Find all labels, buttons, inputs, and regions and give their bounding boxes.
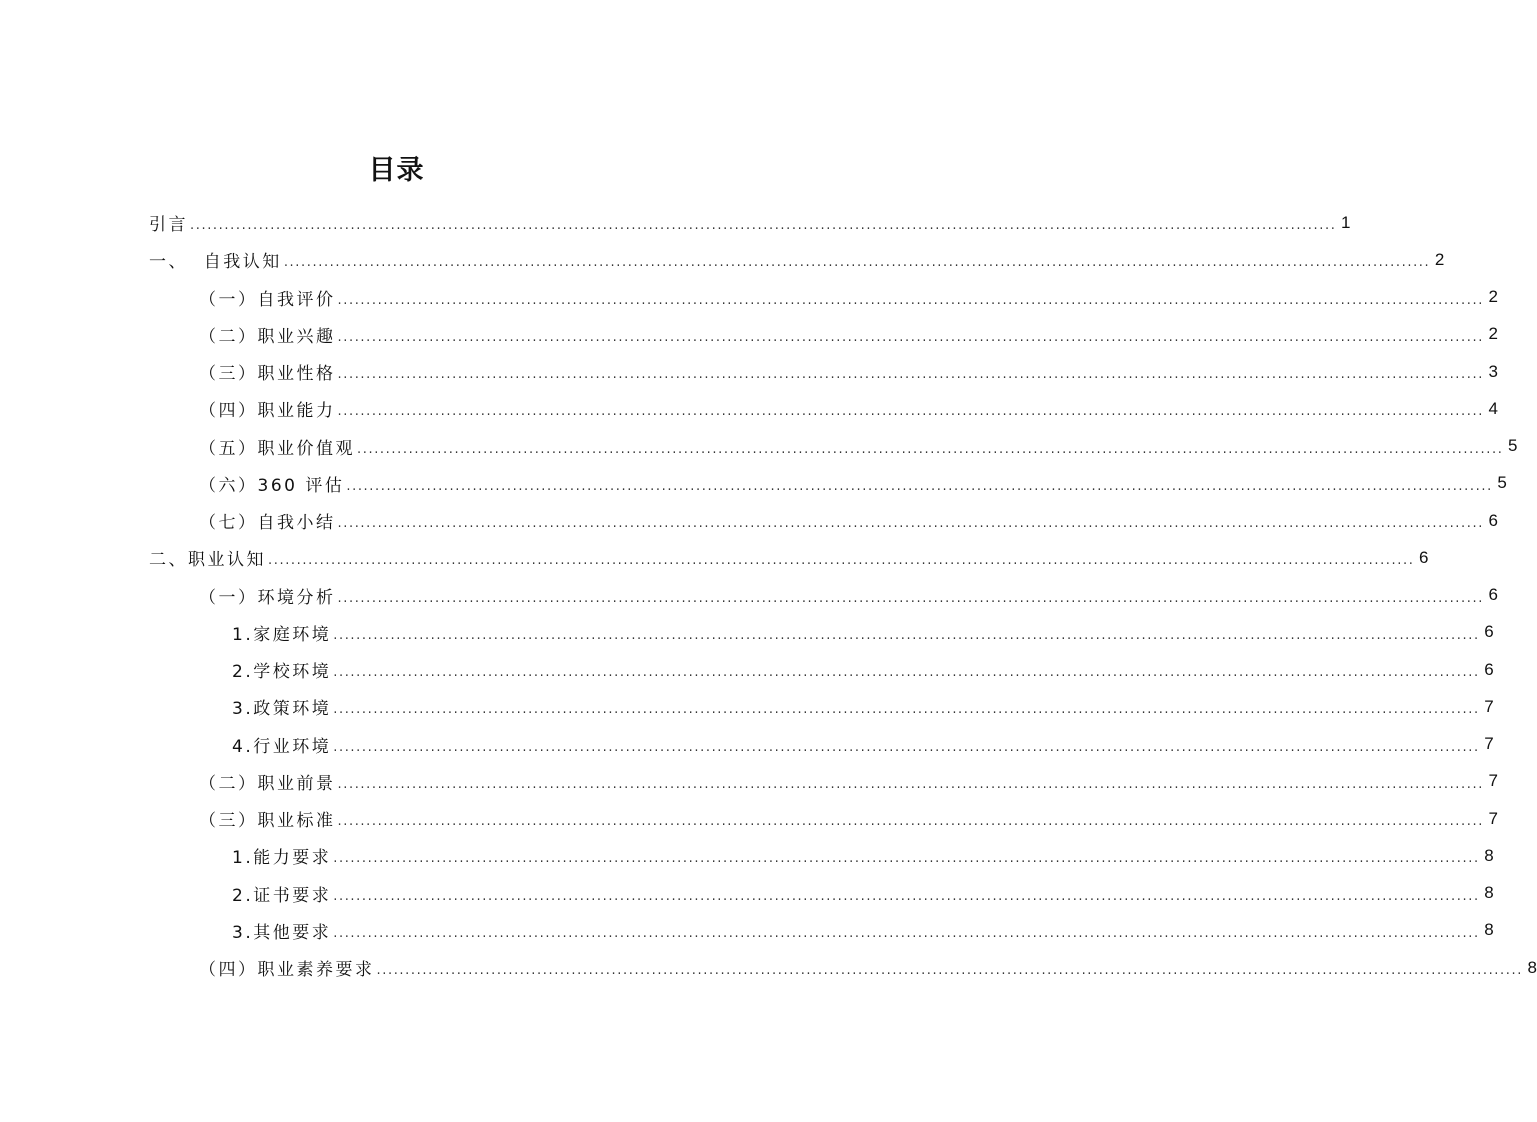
toc-entry-page: 5 — [1497, 473, 1507, 493]
toc-entry-page: 5 — [1508, 436, 1518, 456]
toc-entry-page: 8 — [1484, 920, 1494, 940]
toc-entry-label: （七）自我小结 — [199, 508, 338, 533]
toc-dot-leader: ........................................................................................................................................................................................................ — [333, 627, 1480, 643]
toc-entry-label: 1.能力要求 — [232, 843, 333, 868]
toc-entry-label: （一）环境分析 — [199, 583, 338, 608]
toc-dot-leader: ........................................................................................................................................................................................................ — [337, 404, 1484, 420]
toc-entry-page: 6 — [1484, 659, 1494, 679]
toc-entry-label: 二、职业认知 — [149, 545, 268, 570]
toc-entry[interactable] — [0, 465, 1507, 502]
toc-entry-label: 2.学校环境 — [232, 657, 333, 682]
toc-entry[interactable] — [0, 800, 1498, 837]
toc-entry[interactable] — [0, 763, 1498, 800]
toc-entry[interactable] — [0, 688, 1494, 725]
toc-entry-page: 2 — [1488, 287, 1498, 307]
toc-entry-label: （一）自我评价 — [199, 285, 338, 310]
toc-dot-leader: ........................................................................................................................................................................................................ — [346, 478, 1493, 494]
toc-entry-label: （二）职业前景 — [199, 769, 338, 794]
toc-entry-label: 2.证书要求 — [232, 881, 333, 906]
toc-entry-label: 3.其他要求 — [232, 918, 333, 943]
toc-dot-leader: ........................................................................................................................................................................................................ — [337, 292, 1484, 308]
toc-entry[interactable] — [0, 651, 1494, 688]
toc-entry-page: 7 — [1484, 696, 1494, 716]
toc-entry-page: 7 — [1488, 771, 1498, 791]
toc-entry-page: 6 — [1488, 585, 1498, 605]
toc-entry[interactable] — [0, 912, 1494, 949]
toc-entry-label: 3.政策环境 — [232, 694, 333, 719]
toc-dot-leader: ........................................................................................................................................................................................................ — [357, 441, 1504, 457]
toc-entry-label: （六）360 评估 — [199, 471, 346, 496]
toc-dot-leader: ........................................................................................................................................................................................................ — [337, 367, 1484, 383]
toc-entry[interactable] — [0, 837, 1494, 874]
toc-entry-page: 3 — [1488, 361, 1498, 381]
toc-dot-leader: ........................................................................................................................................................................................................ — [190, 218, 1337, 234]
toc-entry-page: 6 — [1419, 547, 1429, 567]
toc-entry[interactable] — [0, 241, 1445, 278]
toc-entry-page: 8 — [1484, 883, 1494, 903]
toc-dot-leader: ........................................................................................................................................................................................................ — [337, 590, 1484, 606]
toc-entry-page: 6 — [1484, 622, 1494, 642]
toc-entry-label: （五）职业价值观 — [199, 434, 357, 459]
toc-entry[interactable] — [0, 726, 1494, 763]
toc-entry-page: 1 — [1341, 212, 1351, 232]
toc-entry-page: 7 — [1488, 808, 1498, 828]
toc-entry[interactable] — [0, 353, 1498, 390]
toc-dot-leader: ........................................................................................................................................................................................................ — [337, 814, 1484, 830]
toc-entry-label: （三）职业性格 — [199, 359, 338, 384]
toc-dot-leader: ........................................................................................................................................................................................................ — [333, 888, 1480, 904]
toc-entry-page: 6 — [1488, 510, 1498, 530]
toc-entry-page: 8 — [1484, 845, 1494, 865]
toc-dot-leader: ........................................................................................................................................................................................................ — [333, 739, 1480, 755]
toc-dot-leader: ........................................................................................................................................................................................................ — [333, 665, 1480, 681]
toc-dot-leader: ........................................................................................................................................................................................................ — [333, 702, 1480, 718]
toc-entry-label: 4.行业环境 — [232, 732, 333, 757]
toc-entry[interactable] — [0, 614, 1494, 651]
toc-entry-page: 8 — [1527, 957, 1537, 977]
toc-dot-leader: ........................................................................................................................................................................................................ — [283, 255, 1431, 271]
toc-entry[interactable] — [0, 502, 1498, 539]
toc-entry-label: （四）职业能力 — [199, 396, 338, 421]
toc-dot-leader: ........................................................................................................................................................................................................ — [333, 851, 1480, 867]
toc-entry-label: （二）职业兴趣 — [199, 322, 338, 347]
toc-entry[interactable] — [0, 316, 1498, 353]
toc-entry-label: 一、 自我认知 — [149, 247, 284, 272]
toc-dot-leader: ........................................................................................................................................................................................................ — [376, 963, 1523, 979]
toc-list — [0, 204, 1537, 986]
toc-entry[interactable] — [0, 204, 1351, 241]
toc-entry-label: （三）职业标准 — [199, 806, 338, 831]
toc-entry-label: 引言 — [149, 210, 190, 235]
toc-dot-leader: ........................................................................................................................................................................................................ — [337, 776, 1484, 792]
toc-entry[interactable] — [0, 428, 1518, 465]
toc-entry[interactable] — [0, 577, 1498, 614]
toc-dot-leader: ........................................................................................................................................................................................................ — [333, 925, 1480, 941]
toc-entry[interactable] — [0, 390, 1498, 427]
toc-entry-page: 7 — [1484, 734, 1494, 754]
toc-entry[interactable] — [0, 539, 1429, 576]
toc-dot-leader: ........................................................................................................................................................................................................ — [337, 516, 1484, 532]
toc-entry[interactable] — [0, 949, 1537, 986]
toc-entry-label: 1.家庭环境 — [232, 620, 333, 645]
toc-dot-leader: ........................................................................................................................................................................................................ — [337, 329, 1484, 345]
toc-entry-page: 2 — [1488, 324, 1498, 344]
toc-entry-page: 4 — [1488, 398, 1498, 418]
toc-entry-page: 2 — [1434, 249, 1445, 269]
toc-title: 目录 — [368, 155, 425, 186]
toc-entry-label: （四）职业素养要求 — [199, 955, 377, 980]
toc-dot-leader: ........................................................................................................................................................................................................ — [268, 553, 1415, 569]
toc-entry[interactable] — [0, 279, 1498, 316]
toc-entry[interactable] — [0, 875, 1494, 912]
